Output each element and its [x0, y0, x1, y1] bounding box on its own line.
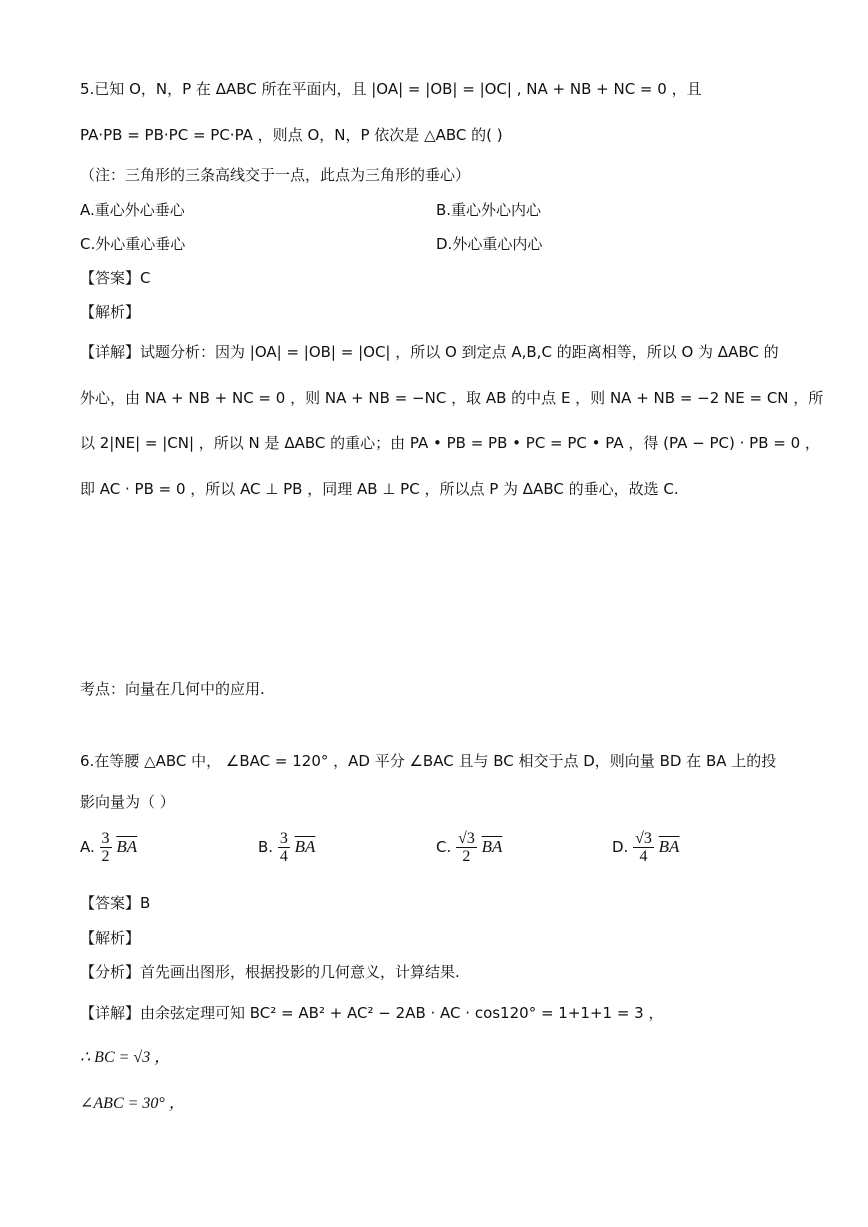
q6-option-b-letter: B.	[258, 838, 274, 856]
q5-option-a: A.重心外心垂心	[80, 201, 185, 219]
q6-option-c-letter: C.	[436, 838, 452, 856]
q6-option-a-vector: $\overline{BA}$	[116, 837, 138, 856]
q6-fenxi: 【分析】首先画出图形，根据投影的几何意义，计算结果.	[80, 963, 460, 981]
q5-detail-line3: 以 2|NE| = |CN| ，所以 N 是 ΔABC 的重心；由 PA • PB = PB • PC = PC • PA ，得 (PA − PC) · PB = 0 ，	[80, 434, 820, 452]
q5-detail-line2: 外心，由 NA + NB + NC = 0 ，则 NA + NB = −NC ，取 AB 的中点 E ，则 NA + NB = −2 NE = CN ，所	[80, 389, 824, 407]
q6-option-a-letter: A.	[80, 838, 95, 856]
q6-option-c-vector: $\overline{BA}$	[481, 837, 503, 856]
q5-detail-line1: 【详解】试题分析：因为 |OA| = |OB| = |OC| ，所以 O 到定点 A,B,C 的距离相等，所以 O 为 ΔABC 的	[80, 343, 779, 361]
q5-analysis-heading: 【解析】	[80, 303, 141, 321]
q5-option-d: D.外心重心内心	[436, 235, 543, 253]
q6-option-c-fraction	[456, 830, 477, 865]
q5-stem-line2: PA·PB = PB·PC = PC·PA ，则点 O，N，P 依次是 △ABC 的( )	[80, 126, 503, 144]
q6-option-b-vector: $\overline{BA}$	[294, 837, 316, 856]
q6-detail: 【详解】由余弦定理可知 BC² = AB² + AC² − 2AB · AC · cos120° = 1+1+1 = 3 ，	[80, 1004, 664, 1022]
q6-option-a-numerator: 3	[101, 830, 110, 847]
q6-stem-line2: 影向量为（ ）	[80, 793, 175, 811]
q6-option-b-numerator: 3	[279, 830, 288, 847]
q5-option-b: B.重心外心内心	[436, 201, 542, 219]
q6-option-a-fraction	[100, 830, 112, 865]
q6-option-d-denominator: 4	[639, 848, 648, 865]
q6-option-d-numerator: √3	[635, 830, 652, 847]
q6-option-a	[80, 830, 137, 865]
q5-stem-line1: 5.已知 O，N，P 在 ΔABC 所在平面内，且 |OA| = |OB| = |OC| , NA + NB + NC = 0 ，且	[80, 80, 702, 98]
q6-option-d-letter: D.	[612, 838, 629, 856]
q6-option-b	[258, 830, 315, 865]
q6-option-c	[436, 830, 502, 865]
q6-option-b-denominator: 4	[279, 848, 288, 865]
q5-note: （注：三角形的三条高线交于一点，此点为三角形的垂心）	[80, 166, 471, 184]
q6-option-d	[612, 830, 679, 865]
q6-analysis-heading: 【解析】	[80, 929, 141, 947]
q5-answer: 【答案】C	[80, 269, 151, 287]
q6-option-a-denominator: 2	[101, 848, 110, 865]
q6-option-b-fraction	[278, 830, 290, 865]
q6-option-c-numerator: √3	[458, 830, 475, 847]
q6-step-bc: ∴ BC = √3 ，	[80, 1049, 171, 1066]
q6-option-d-fraction	[633, 830, 654, 865]
q6-option-d-vector: $\overline{BA}$	[658, 837, 680, 856]
q5-detail-line4: 即 AC · PB = 0 ，所以 AC ⊥ PB ，同理 AB ⊥ PC ，所以点 P 为 ΔABC 的垂心，故选 C.	[80, 480, 679, 498]
q6-option-c-denominator: 2	[462, 848, 471, 865]
q6-stem-line1: 6.在等腰 △ABC 中， ∠BAC = 120° ，AD 平分 ∠BAC 且与 BC 相交于点 D，则向量 BD 在 BA 上的投	[80, 752, 777, 770]
q6-step-angle: ∠ABC = 30° ，	[80, 1095, 185, 1112]
q6-answer: 【答案】B	[80, 894, 151, 912]
q5-option-c: C.外心重心垂心	[80, 235, 186, 253]
q5-knowledge-point: 考点：向量在几何中的应用.	[80, 680, 265, 698]
